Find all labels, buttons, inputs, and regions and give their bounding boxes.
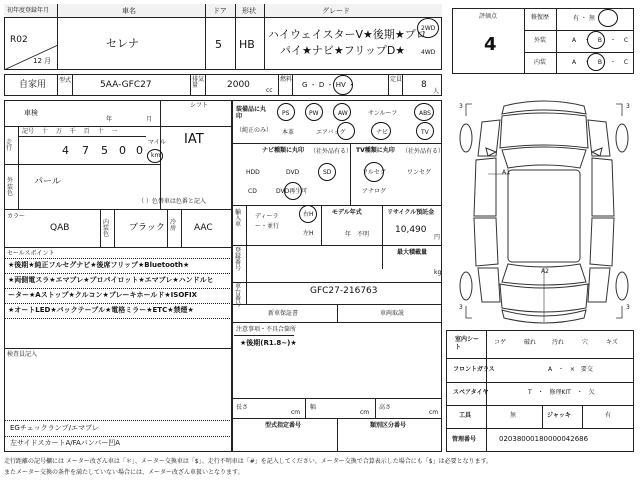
capacity: 8	[421, 80, 427, 90]
notes-label: 注意事項・不具合箇所	[236, 326, 297, 333]
shift-label: シフト	[190, 102, 209, 109]
capacity-unit: 人	[433, 88, 440, 95]
import-label: 輸入車	[235, 209, 242, 228]
ac-label: 冷房	[170, 219, 177, 232]
nav-hdd: HDD	[246, 169, 260, 176]
equip-ps-circle	[277, 103, 295, 121]
diagram-a1: A1	[502, 169, 510, 176]
chassis-label: 車台番号	[235, 283, 242, 308]
equip-aw-circle	[333, 103, 351, 121]
car-name-label: 車名	[122, 7, 136, 15]
selected-2wd-circle	[417, 18, 439, 38]
model-code: 5AA-GFC27	[100, 80, 152, 90]
cabin-label: 室内シート	[455, 336, 480, 351]
grade-label: グレード	[322, 7, 350, 15]
grade-line-1: ハイウェイスターV★後期★プロ	[268, 28, 427, 41]
score-value: 4	[484, 34, 497, 55]
interior-grades: A ・ B ・ C	[572, 59, 629, 66]
vehicle-use: 自家用	[19, 80, 47, 90]
mileage-label: 走行	[6, 139, 13, 152]
capacity-label: 定員	[390, 76, 403, 83]
reg-month: 12	[33, 57, 42, 65]
cabin-item: 穴	[582, 339, 589, 346]
repair-label: 修復歴	[531, 14, 550, 21]
cabin-item: キズ	[606, 339, 618, 346]
sales-point-line: ーター★Aストップ★クルコン★ブレーキホールド★ISOFIX	[8, 291, 198, 299]
equip-tv-circle	[416, 122, 434, 140]
reg-year: R02	[10, 35, 28, 45]
first-reg-label: 初年度登録年月	[7, 7, 50, 14]
drive-4wd: 4WD	[421, 49, 436, 56]
equip-pw-circle	[305, 103, 323, 121]
nav-type-label: ナビ種類に丸印	[262, 147, 305, 154]
equip-pw: PW	[309, 110, 319, 117]
interior-grade-label: 内装	[534, 59, 547, 66]
car-name: セレナ	[106, 37, 139, 50]
footer-line-2: またメーター交換の条件を満たしていない場合には、メーター改ざん車扱いとなります。	[4, 469, 244, 476]
jack-label: ジャッキ	[547, 412, 571, 419]
width-unit: cm	[360, 409, 370, 416]
exterior-grades: A ・ B ・ C	[572, 37, 629, 44]
interior-color-label: 内装色	[103, 219, 110, 238]
vehicle-damage-diagram	[452, 96, 636, 326]
equip-airbag-circle	[337, 122, 355, 140]
category-label: 類別区分番号	[370, 422, 407, 429]
height-unit: cm	[429, 409, 439, 416]
equip-navi-circle	[371, 122, 391, 140]
recycle-label: リサイクル預託金	[387, 209, 435, 216]
front-glass-label: フロントガラス	[453, 366, 495, 373]
jack-value: 有	[605, 412, 612, 419]
diagram-mark: 3	[626, 103, 630, 110]
nav-dvd-play-circle	[284, 182, 302, 200]
equip-leather: 本革	[282, 129, 295, 136]
tv-fullseg: フルセグ	[362, 169, 386, 176]
equip-abs: ABS	[419, 110, 431, 117]
cabin-item: 破れ	[524, 339, 537, 346]
nav-dvd-play: DVD再生可	[276, 188, 308, 195]
length-label: 長さ	[236, 404, 249, 411]
nav-sd-circle	[318, 163, 336, 181]
handle-right: 右H	[303, 211, 314, 218]
height-label: 高さ	[379, 404, 392, 411]
nav-type-sub: （社外品有る）	[310, 148, 353, 155]
front-glass-items: A ・ × 要交	[548, 366, 593, 373]
inspection-year-label: 年	[106, 116, 113, 123]
length-unit: cm	[291, 409, 301, 416]
interior-b-circle	[587, 53, 605, 71]
equipment-label: 装備品に丸印	[236, 106, 267, 121]
ac-value: AAC	[194, 223, 213, 233]
repair-none-circle	[598, 9, 618, 27]
inspection-label: 車検	[24, 109, 38, 117]
interior-color: ブラック	[129, 223, 165, 233]
nav-cd: CD	[248, 188, 257, 195]
dealer-parallel: ディーラー・並行	[255, 213, 280, 230]
nav-dvd: DVD	[286, 169, 300, 176]
mileage-digit: 0	[136, 144, 143, 157]
fuel-options: G ・ D ・ HV ・	[302, 81, 355, 89]
mgmt-label: 管理番号	[452, 436, 477, 443]
equip-airbag: エアバッグ	[316, 129, 346, 136]
exterior-color: パール	[34, 177, 61, 187]
color-code: QAB	[50, 223, 70, 233]
manual-label: 車両取説	[380, 310, 405, 317]
width-label: 幅	[310, 404, 317, 411]
diagram-mark: 3	[459, 103, 463, 110]
inspector-note: 左サイドスカートA/FAバンパー凹A	[10, 439, 121, 447]
tv-type-sub: （社外品有る）	[402, 148, 445, 155]
shape-label: 形状	[242, 7, 256, 15]
model-year-value: 年 不明	[345, 231, 370, 238]
exterior-color-label: 外装色	[7, 177, 14, 198]
color-note: （ ）色替車は色番と記入	[138, 198, 206, 205]
inspection-month-label: 月	[146, 116, 153, 123]
tv-oneseg: ワンセグ	[407, 169, 432, 176]
reg-month-unit: 月	[44, 57, 51, 65]
recycle-fee: 10,490	[395, 225, 427, 235]
shift-value: IAT	[184, 132, 204, 147]
exterior-grade-label: 外装	[534, 37, 547, 44]
equip-tv: TV	[421, 129, 429, 136]
cabin-item: コゲ	[494, 339, 507, 346]
equip-sunroof: サンルーフ	[368, 110, 398, 117]
spare-tire-items: T ・ 修理KIT ・ 欠	[528, 389, 595, 396]
diagram-mark: 3	[626, 304, 630, 311]
reg-number-label: 登録番号	[235, 247, 242, 272]
chassis-number: GFC27-216763	[310, 286, 378, 296]
sales-points-label: セールスポイント	[7, 250, 55, 257]
tools-label: 工具	[459, 412, 472, 419]
nav-sd: SD	[323, 169, 332, 176]
score-label: 評価点	[479, 13, 498, 20]
cabin-item: 汚れ	[552, 339, 565, 346]
drive-2wd: 2WD	[421, 25, 436, 32]
diagram-mark: 3	[459, 304, 463, 311]
repair-options: 有 ・ 無	[573, 15, 595, 22]
spare-tire-label: スペアタイヤ	[453, 389, 489, 396]
mileage-digit: 0	[119, 144, 126, 157]
selected-hv-circle	[333, 75, 353, 95]
footer-line-1: 走行距離の記号欄には メーター改ざん車は「＊」、メーター交換車は「$」、走行不明車は「#」を記入してください。メーター交換で合算表示した場合にも「$」は必要となります。	[4, 458, 493, 465]
handle-left: 左H	[303, 230, 314, 237]
inspector-label: 検査員記入	[7, 351, 38, 358]
sales-point-line: ★オートLED★バックテーブル★電格ミラー★ETC★禁煙★	[8, 306, 194, 314]
inspector-note: EGチェックランプ/エマブレ	[10, 424, 99, 432]
yen-unit: 円	[434, 234, 441, 241]
body-shape: HB	[239, 38, 255, 51]
equipment-sub: （純正のみ）	[236, 127, 273, 134]
color-code-label: カラー	[7, 213, 26, 220]
tv-type-label: TV種類に丸印	[356, 147, 395, 154]
diagram-a2: A2	[541, 268, 549, 275]
model-year-label: モデル年式	[332, 209, 362, 216]
mileage-digit: 4	[62, 144, 69, 157]
kg-unit: kg	[434, 269, 442, 276]
door-count: 5	[215, 38, 222, 51]
mile-unit: マイル	[148, 139, 166, 146]
grade-line-2: パイ★ナビ★フリップD★	[280, 44, 406, 57]
door-label: ドア	[213, 7, 227, 15]
tv-fullseg-circle	[364, 162, 384, 182]
designation-label: 型式指定番号	[265, 422, 302, 429]
exterior-b-circle	[587, 31, 605, 49]
equip-abs-circle	[414, 103, 434, 121]
tools-value: 無	[510, 412, 517, 419]
fuel-label: 燃料	[280, 76, 293, 83]
equip-ps: PS	[282, 110, 290, 117]
displacement: 2000	[227, 80, 250, 90]
equip-navi: ナビ	[376, 129, 389, 136]
km-unit: km	[151, 152, 161, 159]
tv-analog: アナログ	[362, 188, 387, 195]
warranty-label: 新車保証書	[268, 310, 299, 317]
selected-km-circle	[147, 149, 163, 163]
mgmt-number: 02038000180000042686	[499, 435, 589, 443]
sales-point-line: ★後期★純正フルセグナビ★後席フリップ★Bluetooth★	[8, 261, 190, 269]
sales-point-line: ★両側電スラ★エマブレ★プロパイロット★エマブレ★ハンドルヒ	[8, 276, 214, 284]
displacement-label: 排気量	[192, 76, 205, 89]
notes-text: ★後期(R1.8~)★	[240, 339, 297, 347]
cc-unit: cc	[266, 87, 273, 94]
reg-divider-line	[4, 45, 58, 70]
max-load-label: 最大積載量	[397, 249, 428, 256]
handle-right-circle	[299, 205, 317, 223]
mileage-headers: 記号 十 万 千 百 十 一	[22, 128, 118, 135]
model-label: 型式	[59, 77, 72, 84]
mileage-digit: 7	[82, 144, 89, 157]
equip-aw: AW	[338, 110, 348, 117]
mileage-digit: 5	[101, 144, 108, 157]
